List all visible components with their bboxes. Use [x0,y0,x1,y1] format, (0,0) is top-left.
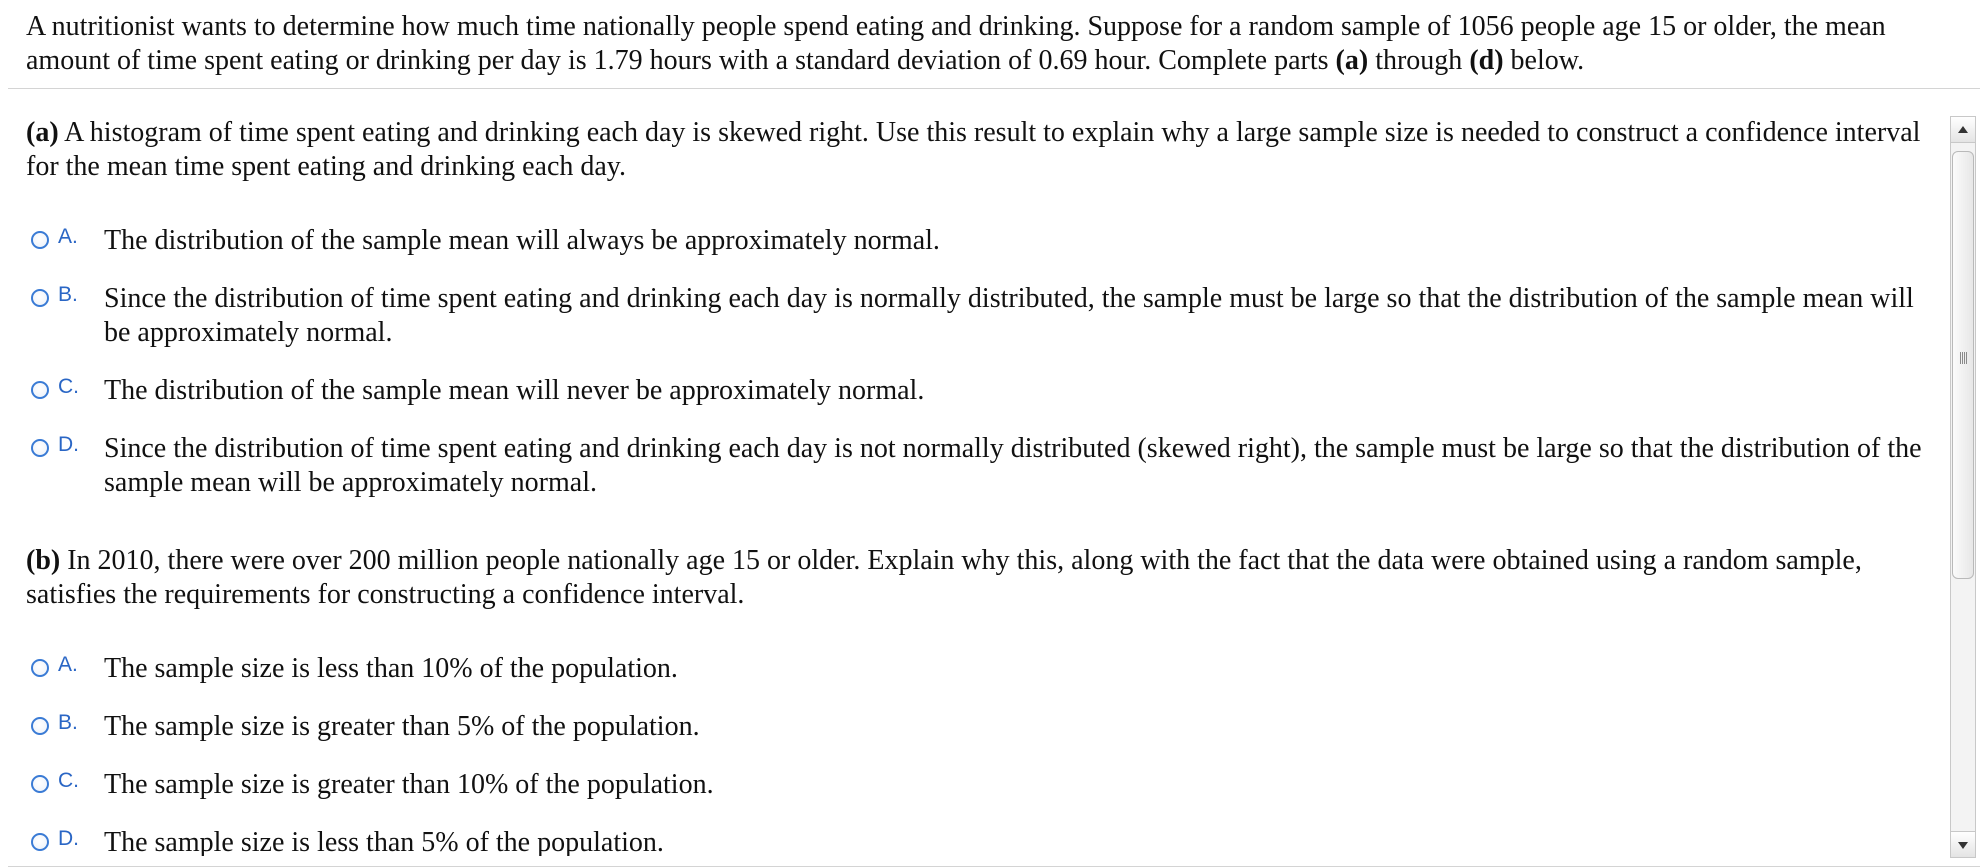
vertical-scrollbar[interactable] [1950,116,1976,858]
option-letter: A. [58,653,78,676]
divider-bottom [8,866,1980,867]
part-a-prompt-text: A histogram of time spent eating and drinking each day is skewed right. Use this result to explain why a large sample size is needed to construct a confidence interval for the mean time spent eating and drinking each day. [26,117,1921,182]
part-b-prompt [26,544,1936,612]
triangle-up-icon [1958,126,1968,133]
part-a-prompt [26,116,1936,184]
option-letter: C. [58,769,79,792]
option-text: The distribution of the sample mean will never be approximately normal. [104,375,925,406]
part-b-option-c[interactable] [26,768,1936,802]
part-b-options [26,652,1936,856]
intro-part-d: (d) [1469,45,1504,76]
option-letter: D. [58,827,79,850]
radio-button-icon[interactable] [31,833,49,851]
triangle-down-icon [1958,842,1968,849]
scroll-up-button[interactable] [1951,117,1975,143]
option-letter: C. [58,375,79,398]
option-text: The sample size is less than 5% of the population. [104,827,664,856]
part-a-options [26,224,1936,500]
option-text: Since the distribution of time spent eating and drinking each day is normally distributed, the sample must be large so that the distribution of the sample mean will be approximately normal. [104,283,1914,348]
option-letter: A. [58,225,78,248]
grip-icon [1960,352,1967,364]
intro-text-before: A nutritionist wants to determine how much time nationally people spend eating and drinking. Suppose for a random sample of 1056 people age 15 or older, the mean amount of time spent eating or drinking per day is 1.79 hours with a standard deviation of 0.69 hour. Complete parts [26,11,1886,76]
question-intro [26,10,1956,78]
part-b [26,544,1936,856]
scroll-down-button[interactable] [1951,831,1975,857]
part-a-option-b[interactable] [26,282,1936,350]
intro-part-a: (a) [1335,45,1369,76]
option-text: The sample size is greater than 5% of the population. [104,711,700,742]
radio-button-icon[interactable] [31,439,49,457]
option-text: The distribution of the sample mean will always be approximately normal. [104,225,940,256]
option-text: Since the distribution of time spent eating and drinking each day is not normally distributed (skewed right), the sample must be large so that the distribution of the sample mean will be approximately normal. [104,433,1922,498]
option-text: The sample size is less than 10% of the population. [104,653,678,684]
part-b-label: (b) [26,545,61,576]
part-b-option-b[interactable] [26,710,1936,744]
part-b-option-a[interactable] [26,652,1936,686]
scroll-thumb[interactable] [1952,151,1974,579]
radio-button-icon[interactable] [31,231,49,249]
part-b-option-d[interactable] [26,826,1936,856]
radio-button-icon[interactable] [31,775,49,793]
part-a-label: (a) [26,117,59,148]
option-letter: D. [58,433,79,456]
part-a-option-d[interactable] [26,432,1936,500]
option-letter: B. [58,711,78,734]
divider-top [8,88,1980,89]
radio-button-icon[interactable] [31,381,49,399]
radio-button-icon[interactable] [31,289,49,307]
question-scroll-area [26,116,1936,856]
part-a-option-a[interactable] [26,224,1936,258]
part-a [26,116,1936,500]
intro-through: through [1368,45,1470,76]
option-text: The sample size is greater than 10% of the population. [104,769,714,800]
part-a-option-c[interactable] [26,374,1936,408]
radio-button-icon[interactable] [31,717,49,735]
part-b-prompt-text: In 2010, there were over 200 million people nationally age 15 or older. Explain why this, along with the fact that the data were obtained using a random sample, satisfies the requirements for constructing a confidence interval. [26,545,1862,610]
intro-text-after: below. [1503,45,1585,76]
radio-button-icon[interactable] [31,659,49,677]
option-letter: B. [58,283,78,306]
